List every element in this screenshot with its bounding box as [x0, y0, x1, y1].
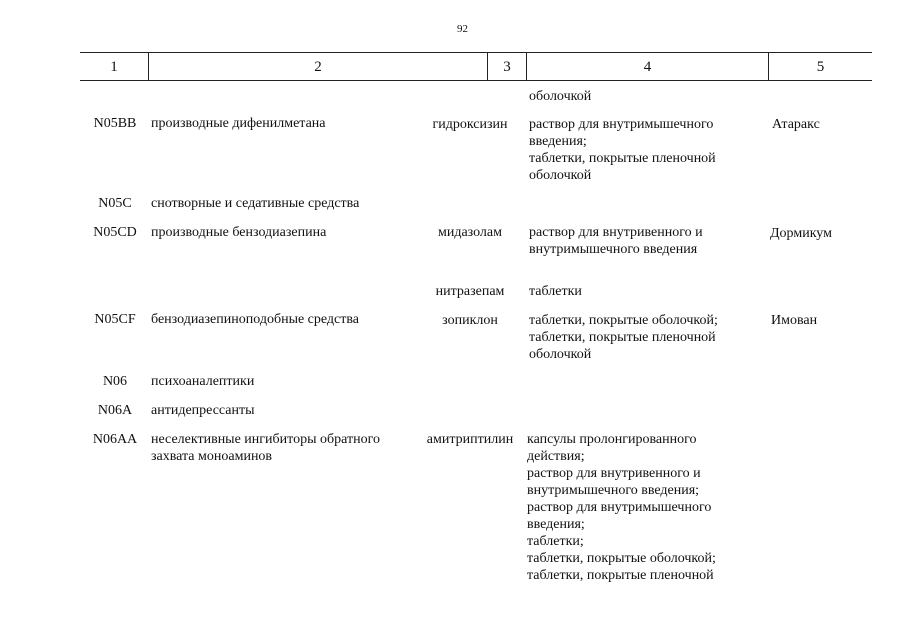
inn-name: гидроксизин	[432, 117, 508, 132]
dosage-form-line: внутримышечного введения;	[527, 483, 700, 498]
dosage-form-line: оболочкой	[529, 347, 592, 362]
dosage-form-line: таблетки, покрытые пленочной	[529, 330, 716, 345]
inn-name: нитразепам	[435, 284, 505, 299]
inn-name: мидазолам	[437, 225, 502, 240]
dosage-form-line: введения;	[529, 134, 587, 149]
dosage-form-line: внутримышечного введения	[529, 242, 698, 257]
table-header	[80, 52, 872, 81]
group-name: производные бензодиазепина	[151, 225, 327, 240]
dosage-forms-cell	[527, 431, 716, 584]
dosage-forms-cell	[529, 224, 703, 258]
trade-name: Атаракс	[772, 117, 820, 132]
dosage-form-line: оболочкой	[529, 168, 592, 183]
dosage-form-line: раствор для внутривенного и	[527, 466, 701, 481]
atc-code: N06A	[97, 403, 133, 418]
group-name: снотворные и седативные средства	[151, 196, 360, 211]
dosage-forms-cell	[529, 283, 582, 300]
group-name-line: захвата моноаминов	[151, 449, 273, 464]
dosage-form-line: оболочкой	[529, 89, 592, 104]
inn-name: зопиклон	[442, 313, 498, 328]
atc-code: N05CD	[93, 225, 137, 240]
dosage-form-line: раствор для внутримышечного	[529, 117, 714, 132]
dosage-form-line: введения;	[527, 517, 585, 532]
dosage-forms-cell	[529, 88, 591, 105]
trade-name: Дормикум	[770, 226, 832, 241]
dosage-form-line: раствор для внутримышечного	[527, 500, 712, 515]
trade-name: Имован	[771, 313, 818, 328]
dosage-form-line: раствор для внутривенного и	[529, 225, 703, 240]
dosage-form-line: таблетки	[529, 284, 582, 299]
dosage-forms-cell	[529, 116, 716, 184]
group-name: антидепрессанты	[151, 403, 255, 418]
group-name-line: неселективные ингибиторы обратного	[151, 432, 380, 447]
column-header-4: 4	[643, 59, 652, 75]
atc-code: N06AA	[92, 432, 138, 447]
dosage-form-line: действия;	[527, 449, 585, 464]
dosage-form-line: таблетки, покрытые пленочной	[529, 151, 716, 166]
group-name-cell	[151, 431, 380, 465]
column-header-5: 5	[816, 59, 825, 75]
dosage-form-line: таблетки, покрытые оболочкой;	[527, 551, 716, 566]
page-number: 92	[457, 23, 468, 35]
dosage-form-line: таблетки;	[527, 534, 584, 549]
column-header-2: 2	[314, 59, 322, 75]
group-name: психоаналептики	[151, 374, 255, 389]
dosage-form-line: таблетки, покрытые оболочкой;	[529, 313, 718, 328]
atc-code: N05BB	[93, 116, 137, 131]
group-name: производные дифенилметана	[151, 116, 326, 131]
group-name: бензодиазепиноподобные средства	[151, 312, 360, 327]
dosage-forms-cell	[529, 312, 718, 363]
dosage-form-line: капсулы пролонгированного	[527, 432, 697, 447]
atc-code: N05CF	[94, 312, 136, 327]
inn-name: амитриптилин	[426, 432, 514, 447]
atc-code: N06	[102, 374, 128, 389]
atc-code: N05C	[98, 196, 132, 211]
column-header-3: 3	[503, 59, 511, 75]
column-header-1: 1	[110, 59, 118, 75]
dosage-form-line: таблетки, покрытые пленочной	[527, 568, 714, 583]
